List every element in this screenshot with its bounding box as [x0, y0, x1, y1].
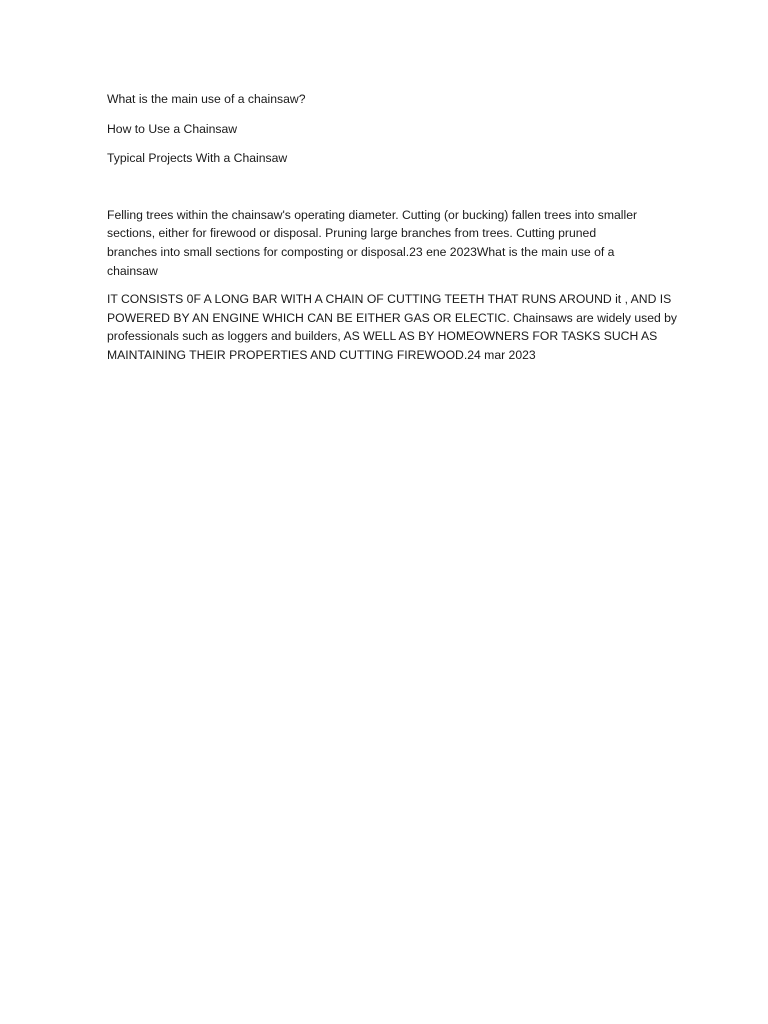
- paragraph-line: sections, either for firewood or disposal. Pruning large branches from trees. Cutting pruned: [107, 226, 597, 241]
- paragraph-line: professionals such as loggers and builders, AS WELL AS BY HOMEOWNERS FOR TASKS SUCH AS: [107, 329, 658, 344]
- paragraph-line: IT CONSISTS 0F A LONG BAR WITH A CHAIN OF CUTTING TEETH THAT RUNS AROUND it , AND IS: [107, 292, 672, 307]
- paragraph-line: Felling trees within the chainsaw's operating diameter. Cutting (or bucking) fallen trees into smaller: [107, 207, 638, 222]
- description-paragraph: [107, 290, 678, 364]
- paragraph-line: branches into small sections for composting or disposal.23 ene 2023What is the main use of a: [107, 244, 615, 259]
- document-body: [107, 90, 678, 365]
- felling-paragraph: [107, 206, 667, 280]
- paragraph-line: chainsaw: [107, 263, 158, 278]
- paragraph-line: MAINTAINING THEIR PROPERTIES AND CUTTING FIREWOOD.24 mar 2023: [107, 347, 536, 362]
- paragraph-line: POWERED BY AN ENGINE WHICH CAN BE EITHER GAS OR ELECTIC. Chainsaws are widely used by: [107, 310, 678, 325]
- projects-heading: Typical Projects With a Chainsaw: [107, 151, 288, 166]
- question-heading: What is the main use of a chainsaw?: [107, 92, 306, 106]
- how-to-heading: How to Use a Chainsaw: [107, 121, 238, 136]
